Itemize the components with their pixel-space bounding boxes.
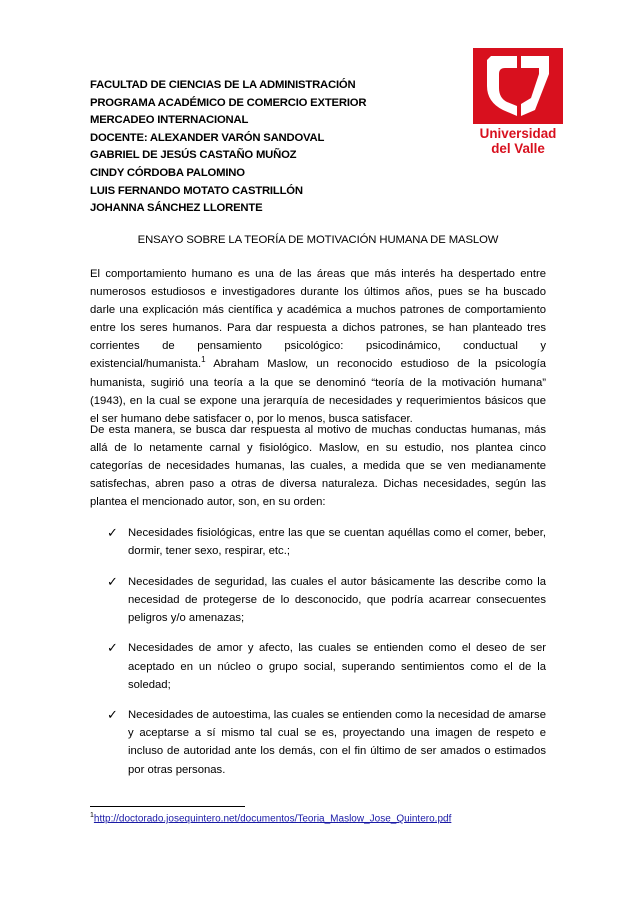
list-item-text: Necesidades de seguridad, las cuales el autor básicamente las describe como la necesidad de protegerse de lo desconocido, que podría acarrear consecuentes peligros y/o amenazas; — [128, 575, 546, 624]
faculty-line: FACULTAD DE CIENCIAS DE LA ADMINISTRACIÓN — [90, 79, 356, 91]
list-item-text: Necesidades de autoestima, las cuales se entienden como la necesidad de amarse y aceptarse a sí mismo tal cual se es, proyectando una imagen de respeto e incluso de autoridad ante los demás, con el fin último de ser amados o estimados por otras personas. — [128, 709, 546, 776]
logo-text-line2: del Valle — [491, 140, 545, 156]
author-line: JOHANNA SÁNCHEZ LLORENTE — [90, 202, 263, 215]
list-item-text: Necesidades fisiológicas, entre las que se cuentan aquéllas como el comer, beber, dormir, tener sexo, respirar, etc.; — [128, 527, 546, 558]
needs-list — [90, 524, 546, 791]
footnote-separator — [90, 806, 245, 807]
footnote-number: 1 — [90, 812, 94, 819]
paragraph-intro — [90, 265, 546, 428]
paragraph-text: Abraham Maslow, un reconocido estudioso de la psicología humanista, sugirió una teoría a la que se denominó “teoría de la motivación humana” (1943), en la cual se expone una jerarquía de necesidades y requerimientos básicos que el ser humano debe satisfacer o, por lo menos, busca satisfacer. — [90, 358, 546, 425]
list-item — [90, 524, 546, 560]
list-item — [90, 706, 546, 778]
logo-text-line1: Universidad — [479, 126, 557, 141]
checkmark-icon: ✓ — [107, 707, 118, 723]
paragraph-needs-intro: De esta manera, se busca dar respuesta al motivo de muchas conductas humanas, más allá de lo netamente carnal y fisiológico. Maslow, en su estudio, nos plantea cinco categorías de necesidades humanas, las cuales, a medida que se ven medianamente satisfechas, abren paso a otras de diversa naturaleza. Dichas necesidades, según las plantea el mencionado autor, son, en su orden: — [90, 424, 546, 509]
author-header — [90, 77, 450, 218]
footnote — [90, 812, 451, 824]
footnote-reference[interactable]: 1 — [201, 355, 206, 365]
checkmark-icon: ✓ — [107, 573, 118, 589]
checkmark-icon: ✓ — [107, 525, 118, 540]
author-line: LUIS FERNANDO MOTATO CASTRILLÓN — [90, 184, 303, 197]
checkmark-icon: ✓ — [107, 640, 118, 656]
teacher-line: DOCENTE: ALEXANDER VARÓN SANDOVAL — [90, 131, 325, 144]
list-item — [90, 639, 546, 693]
program-line: PROGRAMA ACADÉMICO DE COMERCIO EXTERIOR — [90, 96, 367, 109]
list-item-text: Necesidades de amor y afecto, las cuales se entienden como el deseo de ser aceptado en un núcleo o grupo social, superando sentimientos como el de la soledad; — [128, 642, 546, 691]
university-logo-text — [466, 127, 570, 156]
author-line: CINDY CÓRDOBA PALOMINO — [90, 166, 245, 179]
author-line: GABRIEL DE JESÚS CASTAÑO MUÑOZ — [90, 149, 297, 162]
footnote-link[interactable]: http://doctorado.josequintero.net/documentos/Teoria_Maslow_Jose_Quintero.pdf — [93, 813, 452, 825]
list-item — [90, 573, 546, 627]
essay-title: ENSAYO SOBRE LA TEORÍA DE MOTIVACIÓN HUMANA DE MASLOW — [137, 234, 499, 246]
paragraph-text: El comportamiento humano es una de las áreas que más interés ha despertado entre numerosos estudiosos e investigadores durante los últimos años, pues se ha buscado darle una explicación más científica y académica a muchos patrones de comportamiento entre los seres humanos. Para dar respuesta a dichos patrones, se han planteado tres corrientes de pensamiento psicológico: psicodinámico, conductual y existencial/humanista. — [90, 268, 546, 371]
course-line: MERCADEO INTERNACIONAL — [90, 114, 249, 127]
